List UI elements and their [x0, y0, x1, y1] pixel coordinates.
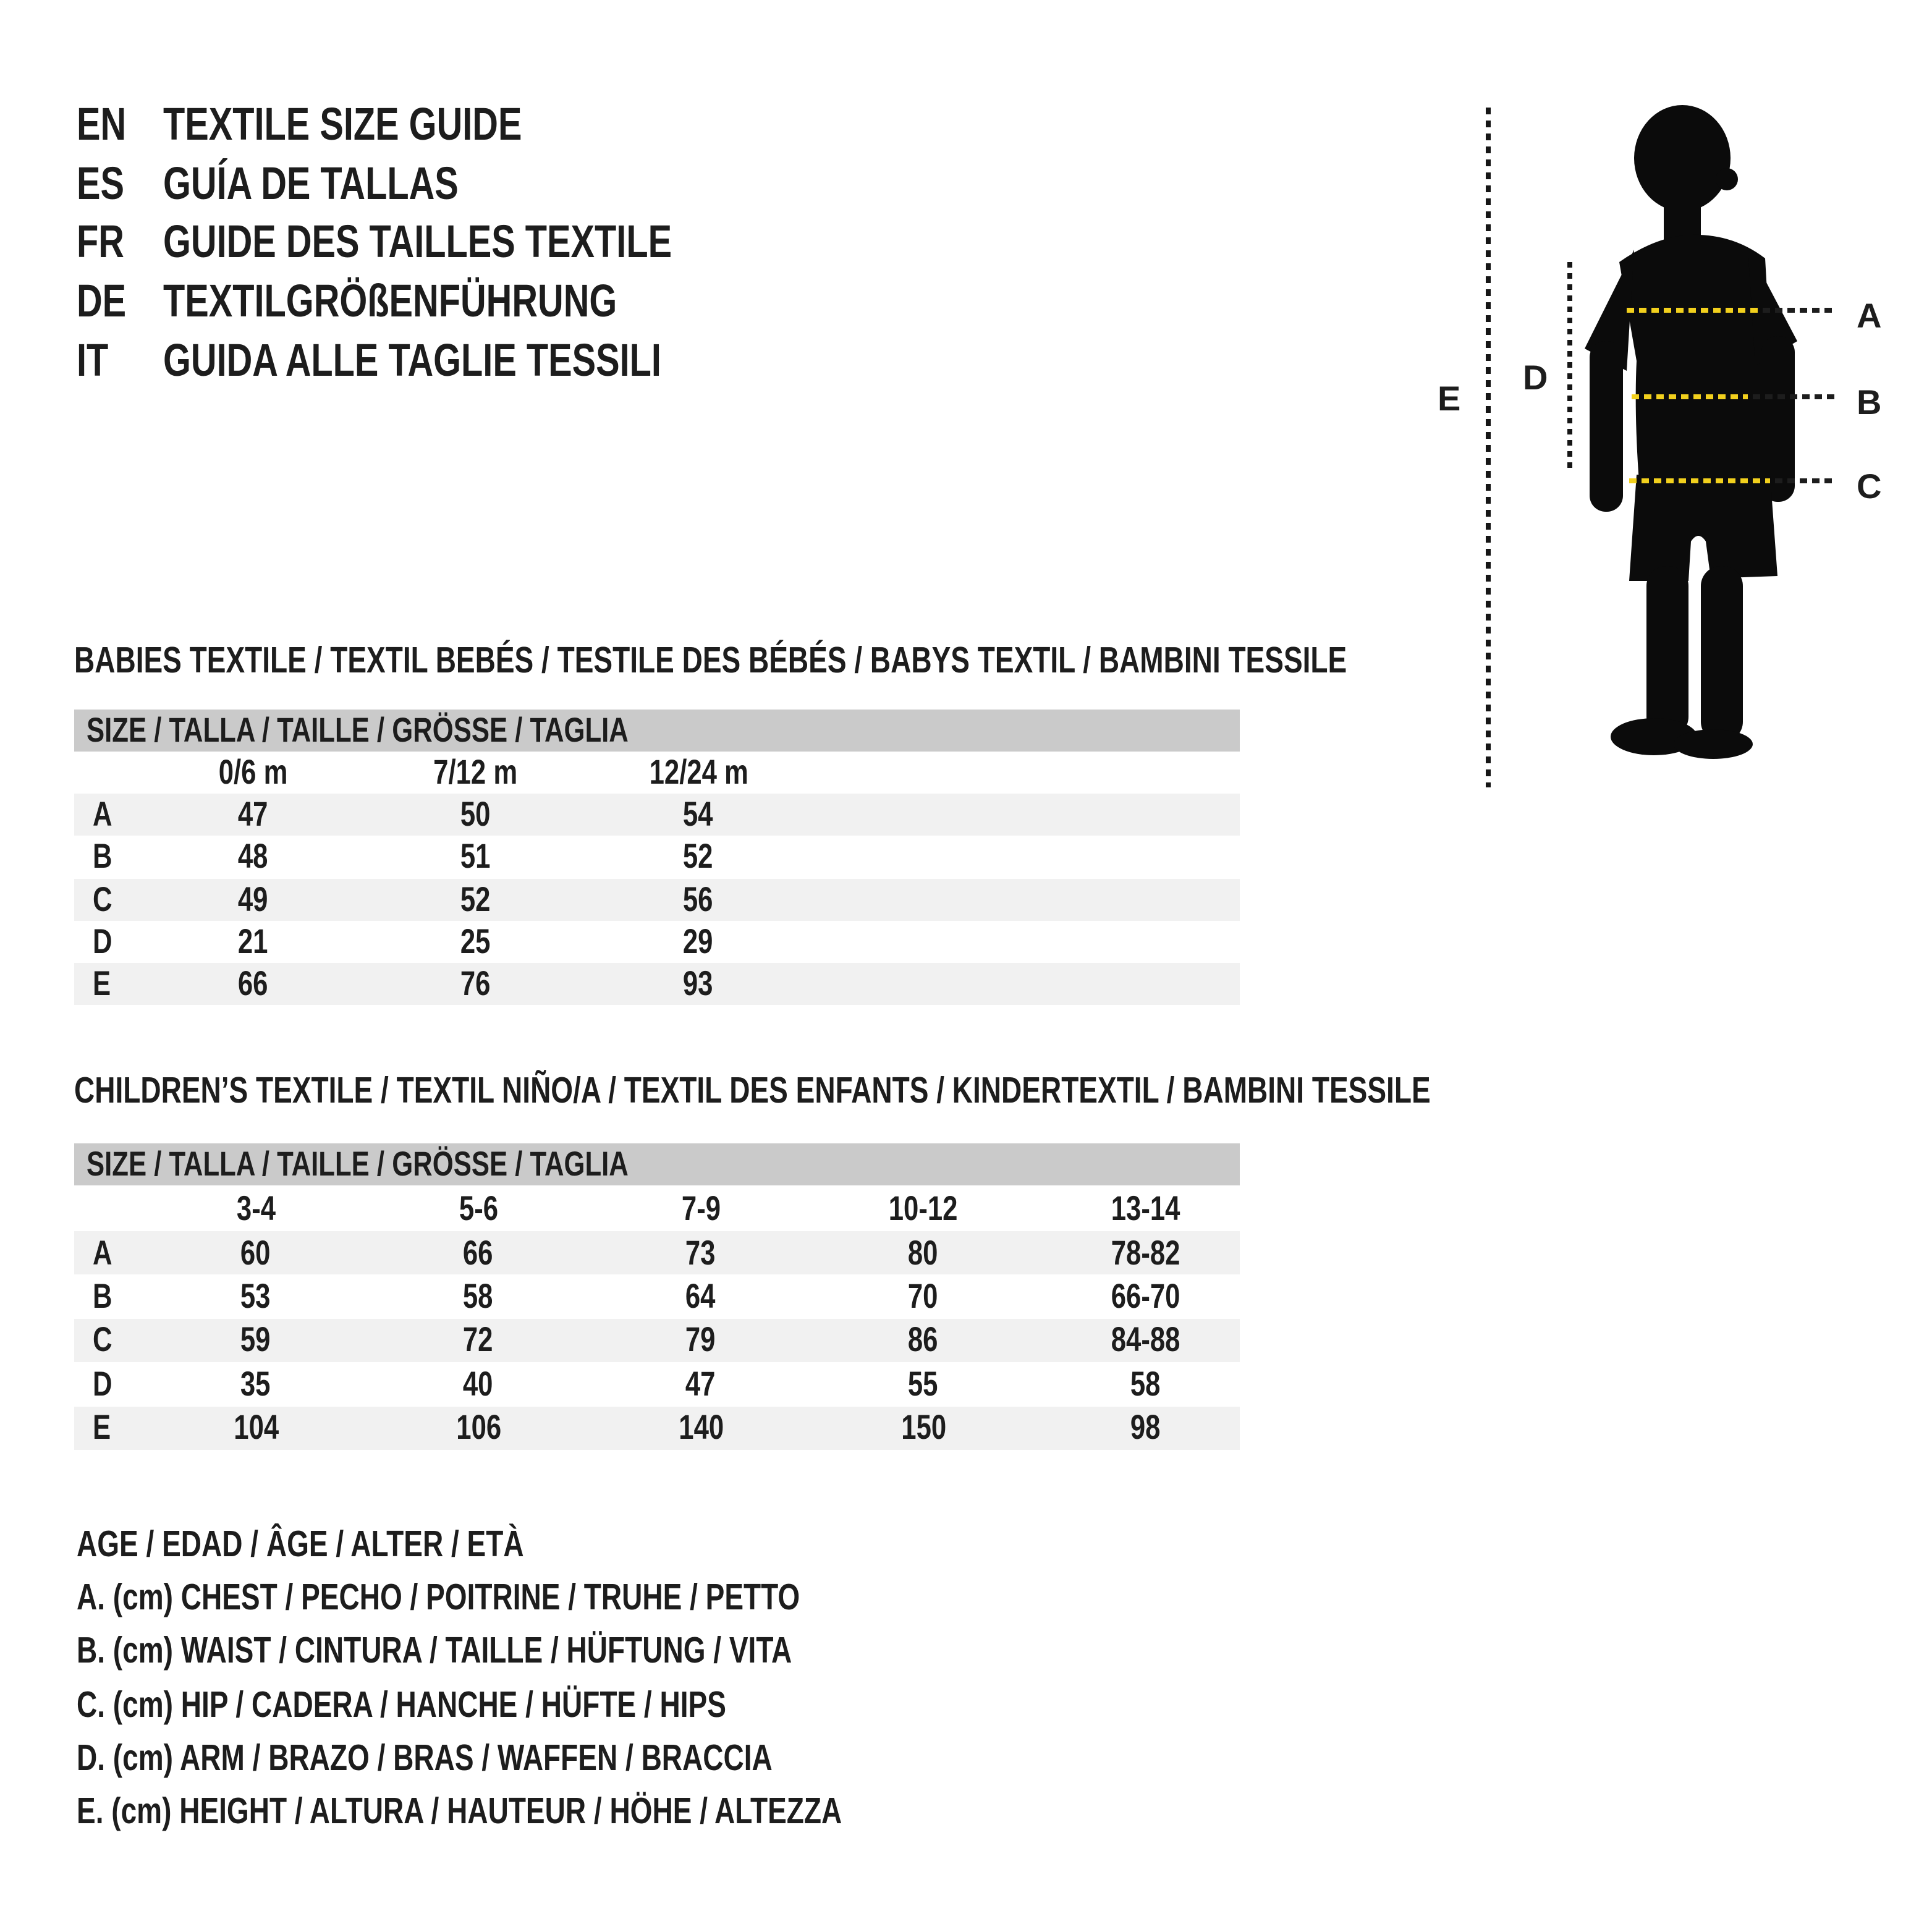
row-label: B [93, 837, 112, 876]
cell-value: 54 [683, 795, 714, 834]
babies-size-header-label: SIZE / TALLA / TAILLE / GRÖSSE / TAGLIA [87, 711, 629, 749]
language-code-de: DE [77, 275, 127, 326]
babies-col-header: 12/24 m [648, 753, 748, 792]
babies-table-rows [74, 794, 1240, 1006]
table-row [74, 836, 1240, 879]
waist-measure-line-dark [1753, 394, 1834, 399]
legend-waist: B. (cm) WAIST / CINTURA / TAILLE / HÜFTUNG / VITA [77, 1630, 792, 1672]
cell-value: 86 [908, 1320, 939, 1359]
cell-value: 48 [238, 837, 269, 876]
cell-value: 64 [685, 1277, 716, 1316]
language-row-en [77, 95, 815, 154]
babies-col-header: 0/6 m [219, 753, 288, 792]
cell-value: 53 [240, 1277, 271, 1316]
babies-col-header: 7/12 m [433, 753, 518, 792]
table-row [74, 963, 1240, 1006]
height-measure-dotted-line [1486, 108, 1491, 787]
cell-value: 55 [908, 1364, 939, 1403]
cell-value: 80 [908, 1233, 939, 1272]
cell-value: 47 [685, 1364, 716, 1403]
cell-value: 66 [463, 1233, 494, 1272]
language-code-en: EN [77, 98, 127, 150]
waist-measure-line-yellow [1632, 394, 1748, 399]
children-table-rows [74, 1231, 1240, 1450]
figure-label-b: B [1857, 383, 1882, 422]
language-code-es: ES [77, 158, 125, 209]
row-label: C [93, 879, 112, 918]
table-row [74, 794, 1240, 836]
legend-hip: C. (cm) HIP / CADERA / HANCHE / HÜFTE / HIPS [77, 1684, 726, 1726]
table-row [74, 1362, 1240, 1406]
row-label: A [93, 795, 112, 834]
cell-value: 79 [685, 1320, 716, 1359]
language-row-es [77, 154, 815, 213]
cell-value: 76 [460, 964, 491, 1003]
children-table-title: CHILDREN’S TEXTILE / TEXTIL NIÑO/A / TEXTIL DES ENFANTS / KINDERTEXTIL / BAMBINI TESSILE [74, 1070, 1431, 1111]
cell-value: 40 [463, 1364, 494, 1403]
children-col-header: 10-12 [889, 1188, 958, 1227]
cell-value: 84-88 [1111, 1320, 1180, 1359]
row-label: D [93, 922, 112, 961]
children-column-headers [74, 1187, 1240, 1231]
cell-value: 72 [463, 1320, 494, 1359]
babies-table-title: BABIES TEXTILE / TEXTIL BEBÉS / TESTILE DES BÉBÉS / BABYS TEXTIL / BAMBINI TESSILE [74, 640, 1347, 681]
language-title-en: TEXTILE SIZE GUIDE [163, 98, 522, 150]
language-row-fr [77, 213, 815, 272]
figure-label-d: D [1523, 358, 1548, 397]
table-row [74, 1406, 1240, 1450]
figure-label-c: C [1857, 467, 1882, 506]
legend-age: AGE / EDAD / ÂGE / ALTER / ETÀ [77, 1523, 524, 1565]
cell-value: 35 [240, 1364, 271, 1403]
cell-value: 93 [683, 964, 714, 1003]
row-label: E [93, 964, 111, 1003]
babies-size-header-bar [74, 710, 1240, 752]
language-title-es: GUÍA DE TALLAS [163, 158, 459, 209]
table-row [74, 1231, 1240, 1275]
cell-value: 21 [238, 922, 269, 961]
chest-measure-line-dark [1763, 308, 1834, 313]
row-label: D [93, 1364, 112, 1403]
row-label: B [93, 1277, 112, 1316]
hip-measure-line-yellow [1629, 478, 1770, 483]
cell-value: 58 [463, 1277, 494, 1316]
language-code-it: IT [77, 334, 109, 386]
cell-value: 29 [683, 922, 714, 961]
language-title-it: GUIDA ALLE TAGLIE TESSILI [163, 334, 661, 386]
legend-chest: A. (cm) CHEST / PECHO / POITRINE / TRUHE / PETTO [77, 1577, 800, 1618]
cell-value: 59 [240, 1320, 271, 1359]
chest-measure-line-yellow [1627, 308, 1758, 313]
children-col-header: 13-14 [1111, 1188, 1180, 1227]
cell-value: 106 [455, 1408, 501, 1447]
figure-label-e: E [1438, 379, 1461, 418]
language-title-fr: GUIDE DES TAILLES TEXTILE [163, 216, 672, 268]
arm-measure-dotted-line [1567, 262, 1572, 472]
row-label: C [93, 1320, 112, 1359]
cell-value: 50 [460, 795, 491, 834]
cell-value: 150 [900, 1408, 946, 1447]
cell-value: 52 [460, 879, 491, 918]
cell-value: 66-70 [1111, 1277, 1180, 1316]
measurement-legend [77, 1518, 1058, 1839]
table-row [74, 878, 1240, 921]
cell-value: 98 [1130, 1408, 1161, 1447]
cell-value: 104 [233, 1408, 279, 1447]
language-code-fr: FR [77, 216, 124, 268]
children-col-header: 7-9 [681, 1188, 721, 1227]
cell-value: 66 [238, 964, 269, 1003]
figure-label-a: A [1857, 297, 1882, 335]
cell-value: 52 [683, 837, 714, 876]
cell-value: 78-82 [1111, 1233, 1180, 1272]
babies-column-headers [74, 752, 1240, 794]
language-row-de [77, 272, 815, 331]
table-row [74, 921, 1240, 964]
cell-value: 70 [908, 1277, 939, 1316]
language-row-it [77, 331, 815, 390]
children-size-header-label: SIZE / TALLA / TAILLE / GRÖSSE / TAGLIA [87, 1145, 629, 1183]
cell-value: 56 [683, 879, 714, 918]
row-label: A [93, 1233, 112, 1272]
cell-value: 60 [240, 1233, 271, 1272]
table-row [74, 1319, 1240, 1363]
children-col-header: 3-4 [236, 1188, 276, 1227]
cell-value: 25 [460, 922, 491, 961]
cell-value: 49 [238, 879, 269, 918]
cell-value: 47 [238, 795, 269, 834]
table-row [74, 1275, 1240, 1319]
children-size-header-bar [74, 1143, 1240, 1185]
cell-value: 51 [460, 837, 491, 876]
legend-arm: D. (cm) ARM / BRAZO / BRAS / WAFFEN / BRACCIA [77, 1737, 773, 1779]
cell-value: 58 [1130, 1364, 1161, 1403]
cell-value: 73 [685, 1233, 716, 1272]
legend-height: E. (cm) HEIGHT / ALTURA / HAUTEUR / HÖHE / ALTEZZA [77, 1791, 842, 1832]
hip-measure-line-dark [1775, 478, 1834, 483]
row-label: E [93, 1408, 111, 1447]
cell-value: 140 [678, 1408, 724, 1447]
children-col-header: 5-6 [459, 1188, 498, 1227]
language-list [77, 95, 815, 390]
language-title-de: TEXTILGRÖßENFÜHRUNG [163, 275, 617, 326]
